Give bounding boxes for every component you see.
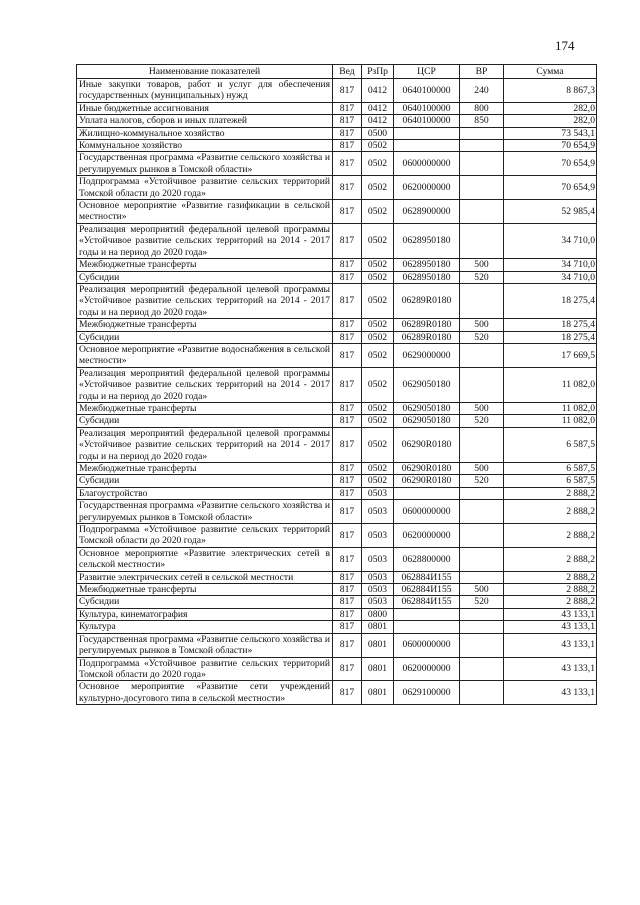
- cell-csr: 0629050180: [394, 415, 460, 427]
- cell-ved: 817: [333, 596, 362, 608]
- cell-name: Межбюджетные трансферты: [77, 463, 333, 475]
- cell-sum: 11 082,0: [504, 415, 597, 427]
- cell-name: Уплата налогов, сборов и иных платежей: [77, 115, 333, 127]
- cell-sum: 52 985,4: [504, 200, 597, 224]
- cell-vr: [460, 223, 504, 258]
- table-row: [77, 367, 597, 402]
- cell-csr: 0600000000: [394, 500, 460, 524]
- cell-vr: [460, 657, 504, 681]
- cell-ved: 817: [333, 223, 362, 258]
- cell-ved: 817: [333, 200, 362, 224]
- cell-csr: 0628950180: [394, 223, 460, 258]
- cell-csr: 0640100000: [394, 115, 460, 127]
- cell-vr: 520: [460, 475, 504, 487]
- cell-csr: 0620000000: [394, 657, 460, 681]
- cell-rzpr: 0503: [362, 547, 394, 571]
- cell-ved: 817: [333, 331, 362, 343]
- cell-vr: 520: [460, 271, 504, 283]
- cell-name: Благоустройство: [77, 487, 333, 499]
- cell-csr: 06289R0180: [394, 283, 460, 318]
- table-row: [77, 621, 597, 633]
- cell-vr: [460, 127, 504, 139]
- cell-sum: 2 888,2: [504, 547, 597, 571]
- cell-ved: 817: [333, 415, 362, 427]
- header-name: Наименование показателей: [77, 65, 333, 79]
- cell-name: Жилищно-коммунальное хозяйство: [77, 127, 333, 139]
- cell-sum: 18 275,4: [504, 331, 597, 343]
- cell-name: Государственная программа «Развитие сельского хозяйства и регулируемых рынков в Томской области»: [77, 152, 333, 176]
- table-row: [77, 331, 597, 343]
- cell-csr: [394, 127, 460, 139]
- cell-csr: 0628950180: [394, 271, 460, 283]
- table-row: [77, 259, 597, 271]
- cell-ved: 817: [333, 633, 362, 657]
- cell-sum: 70 654,9: [504, 152, 597, 176]
- cell-csr: 0628800000: [394, 547, 460, 571]
- cell-rzpr: 0502: [362, 200, 394, 224]
- table-row: [77, 176, 597, 200]
- cell-vr: [460, 500, 504, 524]
- cell-vr: [460, 524, 504, 548]
- cell-name: Подпрограмма «Устойчивое развитие сельских территорий Томской области до 2020 года»: [77, 524, 333, 548]
- table-row: [77, 596, 597, 608]
- table-row: [77, 115, 597, 127]
- cell-csr: [394, 487, 460, 499]
- cell-ved: 817: [333, 547, 362, 571]
- cell-sum: 34 710,0: [504, 271, 597, 283]
- cell-vr: 520: [460, 415, 504, 427]
- cell-name: Субсидии: [77, 415, 333, 427]
- cell-sum: 282,0: [504, 115, 597, 127]
- cell-name: Государственная программа «Развитие сельского хозяйства и регулируемых рынков в Томской области»: [77, 633, 333, 657]
- cell-vr: 520: [460, 331, 504, 343]
- cell-csr: 0629050180: [394, 367, 460, 402]
- cell-sum: 18 275,4: [504, 319, 597, 331]
- cell-rzpr: 0412: [362, 79, 394, 103]
- cell-rzpr: 0502: [362, 259, 394, 271]
- cell-vr: [460, 621, 504, 633]
- cell-rzpr: 0503: [362, 524, 394, 548]
- cell-ved: 817: [333, 463, 362, 475]
- cell-sum: 8 867,3: [504, 79, 597, 103]
- table-row: [77, 223, 597, 258]
- table-row: [77, 200, 597, 224]
- cell-sum: 43 133,1: [504, 608, 597, 620]
- cell-vr: [460, 608, 504, 620]
- cell-ved: 817: [333, 500, 362, 524]
- cell-rzpr: 0500: [362, 127, 394, 139]
- cell-sum: 6 587,5: [504, 463, 597, 475]
- cell-rzpr: 0503: [362, 500, 394, 524]
- table-row: [77, 487, 597, 499]
- cell-ved: 817: [333, 427, 362, 462]
- cell-csr: 0600000000: [394, 152, 460, 176]
- cell-csr: 0628950180: [394, 259, 460, 271]
- cell-ved: 817: [333, 271, 362, 283]
- table-row: [77, 319, 597, 331]
- cell-rzpr: 0801: [362, 681, 394, 705]
- cell-rzpr: 0502: [362, 319, 394, 331]
- cell-ved: 817: [333, 102, 362, 114]
- cell-vr: 800: [460, 102, 504, 114]
- cell-ved: 817: [333, 140, 362, 152]
- table-row: [77, 571, 597, 583]
- cell-csr: 06289R0180: [394, 319, 460, 331]
- cell-ved: 817: [333, 402, 362, 414]
- cell-sum: 2 888,2: [504, 500, 597, 524]
- cell-csr: 0620000000: [394, 176, 460, 200]
- header-rzpr: РзПр: [362, 65, 394, 79]
- cell-ved: 817: [333, 127, 362, 139]
- cell-name: Реализация мероприятий федеральной целевой программы «Устойчивое развитие сельских территорий на 2014 - 2017 годы и на период до 2020 года»: [77, 427, 333, 462]
- cell-rzpr: 0502: [362, 223, 394, 258]
- cell-name: Основное мероприятие «Развитие водоснабжения в сельской местности»: [77, 343, 333, 367]
- cell-rzpr: 0502: [362, 271, 394, 283]
- cell-ved: 817: [333, 115, 362, 127]
- cell-ved: 817: [333, 367, 362, 402]
- cell-ved: 817: [333, 259, 362, 271]
- table-row: [77, 102, 597, 114]
- cell-name: Субсидии: [77, 596, 333, 608]
- cell-ved: 817: [333, 343, 362, 367]
- cell-name: Коммунальное хозяйство: [77, 140, 333, 152]
- cell-sum: 2 888,2: [504, 524, 597, 548]
- cell-sum: 34 710,0: [504, 259, 597, 271]
- table-row: [77, 283, 597, 318]
- header-ved: Вед: [333, 65, 362, 79]
- cell-csr: 0629100000: [394, 681, 460, 705]
- cell-csr: 0640100000: [394, 102, 460, 114]
- cell-csr: 0628900000: [394, 200, 460, 224]
- cell-sum: 18 275,4: [504, 283, 597, 318]
- cell-sum: 11 082,0: [504, 367, 597, 402]
- cell-name: Реализация мероприятий федеральной целевой программы «Устойчивое развитие сельских территорий на 2014 - 2017 годы и на период до 2020 года»: [77, 283, 333, 318]
- cell-vr: [460, 681, 504, 705]
- cell-ved: 817: [333, 176, 362, 200]
- cell-ved: 817: [333, 621, 362, 633]
- cell-name: Субсидии: [77, 475, 333, 487]
- cell-name: Основное мероприятие «Развитие сети учреждений культурно-досугового типа в сельской местности»: [77, 681, 333, 705]
- cell-name: Подпрограмма «Устойчивое развитие сельских территорий Томской области до 2020 года»: [77, 176, 333, 200]
- cell-sum: 43 133,1: [504, 681, 597, 705]
- cell-ved: 817: [333, 152, 362, 176]
- table-row: [77, 633, 597, 657]
- cell-sum: 6 587,5: [504, 475, 597, 487]
- cell-sum: 43 133,1: [504, 621, 597, 633]
- cell-sum: 43 133,1: [504, 633, 597, 657]
- cell-name: Межбюджетные трансферты: [77, 259, 333, 271]
- cell-csr: [394, 621, 460, 633]
- cell-name: Основное мероприятие «Развитие электрических сетей в сельской местности»: [77, 547, 333, 571]
- cell-rzpr: 0502: [362, 176, 394, 200]
- cell-sum: 282,0: [504, 102, 597, 114]
- page-number: 174: [555, 38, 575, 53]
- cell-vr: [460, 343, 504, 367]
- cell-ved: 817: [333, 524, 362, 548]
- cell-ved: 817: [333, 487, 362, 499]
- cell-name: Развитие электрических сетей в сельской местности: [77, 571, 333, 583]
- cell-csr: 0600000000: [394, 633, 460, 657]
- table-row: [77, 463, 597, 475]
- cell-ved: 817: [333, 657, 362, 681]
- cell-rzpr: 0412: [362, 115, 394, 127]
- cell-csr: 062884И155: [394, 584, 460, 596]
- cell-vr: [460, 633, 504, 657]
- cell-vr: [460, 367, 504, 402]
- table-row: [77, 152, 597, 176]
- table-row: [77, 402, 597, 414]
- cell-rzpr: 0502: [362, 152, 394, 176]
- cell-ved: 817: [333, 571, 362, 583]
- cell-rzpr: 0801: [362, 633, 394, 657]
- table-row: [77, 524, 597, 548]
- cell-vr: 520: [460, 596, 504, 608]
- cell-vr: 240: [460, 79, 504, 103]
- cell-name: Субсидии: [77, 271, 333, 283]
- cell-rzpr: 0502: [362, 402, 394, 414]
- cell-rzpr: 0412: [362, 102, 394, 114]
- cell-name: Межбюджетные трансферты: [77, 584, 333, 596]
- cell-ved: 817: [333, 584, 362, 596]
- cell-sum: 70 654,9: [504, 176, 597, 200]
- cell-rzpr: 0503: [362, 571, 394, 583]
- cell-name: Культура: [77, 621, 333, 633]
- cell-rzpr: 0502: [362, 415, 394, 427]
- cell-sum: 34 710,0: [504, 223, 597, 258]
- cell-name: Государственная программа «Развитие сельского хозяйства и регулируемых рынков в Томской области»: [77, 500, 333, 524]
- budget-table: [76, 64, 597, 705]
- cell-name: Межбюджетные трансферты: [77, 402, 333, 414]
- table-row: [77, 79, 597, 103]
- cell-vr: 500: [460, 463, 504, 475]
- cell-ved: 817: [333, 79, 362, 103]
- cell-vr: [460, 571, 504, 583]
- cell-sum: 70 654,9: [504, 140, 597, 152]
- table-row: [77, 657, 597, 681]
- cell-rzpr: 0502: [362, 463, 394, 475]
- table-header-row: [77, 65, 597, 79]
- cell-ved: 817: [333, 681, 362, 705]
- cell-rzpr: 0503: [362, 487, 394, 499]
- cell-rzpr: 0502: [362, 140, 394, 152]
- cell-ved: 817: [333, 475, 362, 487]
- header-vr: ВР: [460, 65, 504, 79]
- table-row: [77, 127, 597, 139]
- cell-rzpr: 0502: [362, 331, 394, 343]
- cell-rzpr: 0801: [362, 621, 394, 633]
- cell-name: Культура, кинематография: [77, 608, 333, 620]
- cell-sum: 2 888,2: [504, 584, 597, 596]
- cell-name: Подпрограмма «Устойчивое развитие сельских территорий Томской области до 2020 года»: [77, 657, 333, 681]
- cell-rzpr: 0502: [362, 367, 394, 402]
- cell-csr: 06290R0180: [394, 427, 460, 462]
- table-row: [77, 415, 597, 427]
- cell-name: Реализация мероприятий федеральной целевой программы «Устойчивое развитие сельских территорий на 2014 - 2017 годы и на период до 2020 года»: [77, 223, 333, 258]
- cell-csr: 06290R0180: [394, 475, 460, 487]
- cell-sum: 2 888,2: [504, 487, 597, 499]
- table-row: [77, 681, 597, 705]
- cell-vr: [460, 200, 504, 224]
- cell-rzpr: 0503: [362, 596, 394, 608]
- cell-vr: [460, 547, 504, 571]
- cell-csr: 062884И155: [394, 571, 460, 583]
- cell-rzpr: 0800: [362, 608, 394, 620]
- cell-rzpr: 0502: [362, 427, 394, 462]
- cell-rzpr: 0502: [362, 283, 394, 318]
- table-row: [77, 500, 597, 524]
- cell-name: Иные закупки товаров, работ и услуг для обеспечения государственных (муниципальных) нужд: [77, 79, 333, 103]
- cell-sum: 2 888,2: [504, 596, 597, 608]
- cell-name: Реализация мероприятий федеральной целевой программы «Устойчивое развитие сельских территорий на 2014 - 2017 годы и на период до 2020 года»: [77, 367, 333, 402]
- cell-vr: [460, 283, 504, 318]
- cell-csr: 06290R0180: [394, 463, 460, 475]
- table-row: [77, 271, 597, 283]
- cell-vr: [460, 140, 504, 152]
- cell-csr: [394, 140, 460, 152]
- table-row: [77, 427, 597, 462]
- cell-sum: 73 543,1: [504, 127, 597, 139]
- cell-rzpr: 0502: [362, 343, 394, 367]
- cell-vr: 850: [460, 115, 504, 127]
- cell-csr: 0629050180: [394, 402, 460, 414]
- cell-rzpr: 0503: [362, 584, 394, 596]
- cell-vr: [460, 176, 504, 200]
- cell-rzpr: 0801: [362, 657, 394, 681]
- cell-vr: 500: [460, 319, 504, 331]
- cell-sum: 17 669,5: [504, 343, 597, 367]
- cell-csr: 0620000000: [394, 524, 460, 548]
- cell-rzpr: 0502: [362, 475, 394, 487]
- cell-csr: 062884И155: [394, 596, 460, 608]
- cell-vr: [460, 152, 504, 176]
- table-body: [77, 79, 597, 705]
- table-row: [77, 343, 597, 367]
- cell-vr: [460, 427, 504, 462]
- cell-sum: 11 082,0: [504, 402, 597, 414]
- table-row: [77, 475, 597, 487]
- cell-sum: 2 888,2: [504, 571, 597, 583]
- cell-name: Основное мероприятие «Развитие газификации в сельской местности»: [77, 200, 333, 224]
- cell-vr: 500: [460, 584, 504, 596]
- table-row: [77, 608, 597, 620]
- table-row: [77, 140, 597, 152]
- cell-vr: [460, 487, 504, 499]
- cell-vr: 500: [460, 402, 504, 414]
- cell-csr: [394, 608, 460, 620]
- cell-ved: 817: [333, 283, 362, 318]
- cell-csr: 06289R0180: [394, 331, 460, 343]
- header-sum: Сумма: [504, 65, 597, 79]
- cell-name: Иные бюджетные ассигнования: [77, 102, 333, 114]
- table-row: [77, 584, 597, 596]
- cell-sum: 43 133,1: [504, 657, 597, 681]
- cell-vr: 500: [460, 259, 504, 271]
- table-row: [77, 547, 597, 571]
- cell-csr: 0640100000: [394, 79, 460, 103]
- cell-sum: 6 587,5: [504, 427, 597, 462]
- cell-name: Межбюджетные трансферты: [77, 319, 333, 331]
- header-csr: ЦСР: [394, 65, 460, 79]
- cell-ved: 817: [333, 319, 362, 331]
- cell-ved: 817: [333, 608, 362, 620]
- cell-name: Субсидии: [77, 331, 333, 343]
- cell-csr: 0629000000: [394, 343, 460, 367]
